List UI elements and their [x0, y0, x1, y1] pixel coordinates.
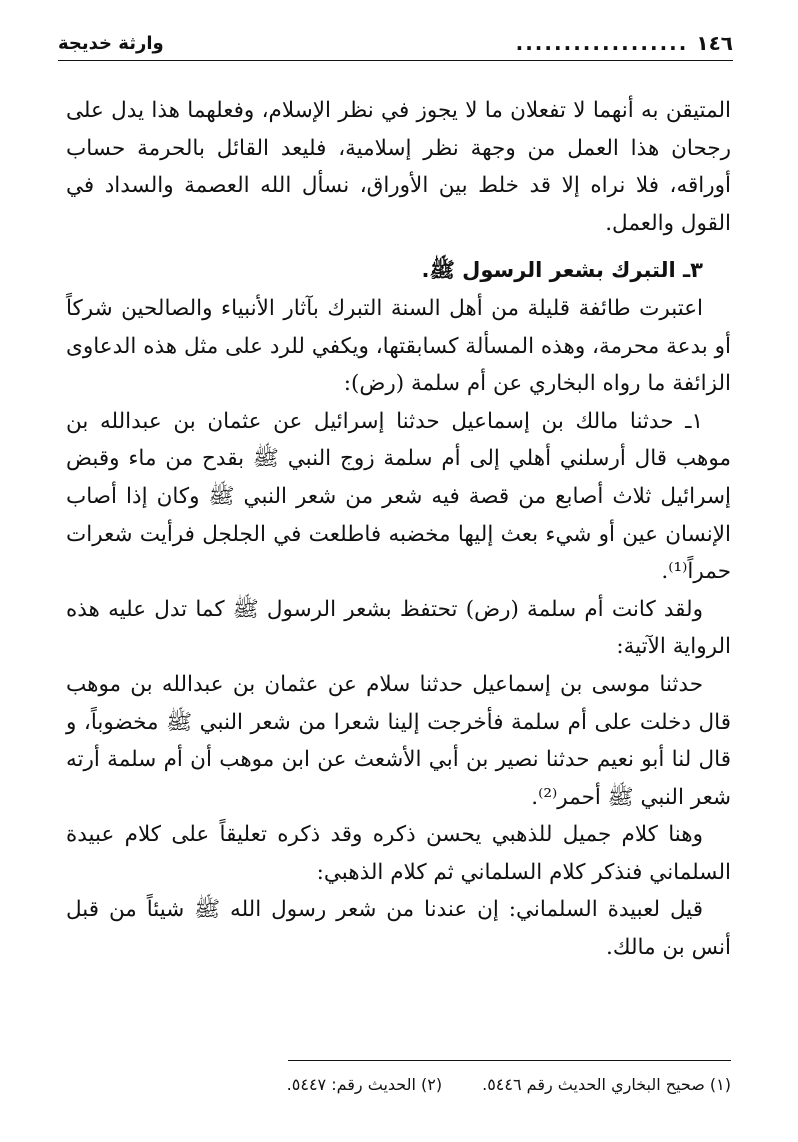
- section-heading: ٣ـ التبرك بشعر الرسول ﷺ.: [421, 258, 703, 283]
- running-title: وارثة خديجة: [58, 32, 164, 54]
- page-header: [58, 26, 733, 61]
- paragraph-continuation: المتيقن به أنهما لا تفعلان ما لا يجوز في نظر الإسلام، وفعلهما هذا يدل على رجحان هذا العمل من وجهة نظر إسلامية، فليعد القائل بالحرمة حساب أوراقه، فلا نراه إلا قد خلط بين الأوراق، نسأل الله العصمة والسداد في القول والعمل.: [66, 98, 731, 236]
- footnote-2: (٢) الحديث رقم: ٥٤٤٧.: [286, 1075, 443, 1094]
- paragraph: اعتبرت طائفة قليلة من أهل السنة التبرك بآثار الأنبياء والصالحين شركاً أو بدعة محرمة، وهذه المسألة كسابقتها، ويكفي للرد على مثل هذه الدعاوى الزائفة ما رواه البخاري عن أم سلمة (رض):: [66, 295, 731, 397]
- paragraph: قيل لعبيدة السلماني: إن عندنا من شعر رسول الله ﷺ شيئاً من قبل أنس بن مالك.: [66, 897, 731, 961]
- hadith-paragraph: حدثنا موسى بن إسماعيل حدثنا سلام عن عثمان بن عبدالله بن موهب قال دخلت على أم سلمة فأخرجت إلينا شعرا من شعر النبي ﷺ مخضوباً، و قال لنا أبو نعيم حدثنا نصير بن أبي الأشعث عن ابن موهب أن أم سلمة أرته شعر النبي ﷺ أحمر⁽²⁾.: [66, 671, 731, 810]
- footnote-1: (١) صحيح البخاري الحديث رقم ٥٤٤٦.: [482, 1075, 731, 1094]
- paragraph: وهنا كلام جميل للذهبي يحسن ذكره وقد ذكره تعليقاً على كلام عبيدة السلماني فنذكر كلام السلماني ثم كلام الذهبي:: [66, 822, 731, 885]
- footnote-divider: [288, 1060, 731, 1061]
- hadith-paragraph: ١ـ حدثنا مالك بن إسماعيل حدثنا إسرائيل عن عثمان بن عبدالله بن موهب قال أرسلني أهلي إلى أم سلمة زوج النبي ﷺ بقدح من ماء وقبض إسرائيل ثلاث أصابع من قصة فيه شعر من شعر النبي ﷺ وكان إذا أصاب الإنسان عين أو شيء بعث إليها مخضبه فاطلعت في الجلجل فرأيت شعرات حمراً⁽¹⁾.: [66, 408, 731, 585]
- footnotes: [150, 1070, 731, 1100]
- body-text: [66, 92, 731, 967]
- paragraph: ولقد كانت أم سلمة (رض) تحتفظ بشعر الرسول ﷺ كما تدل عليه هذه الرواية الآتية:: [66, 596, 731, 660]
- header-dot-leader: ..................: [515, 31, 689, 55]
- page-number: ١٤٦: [696, 31, 733, 55]
